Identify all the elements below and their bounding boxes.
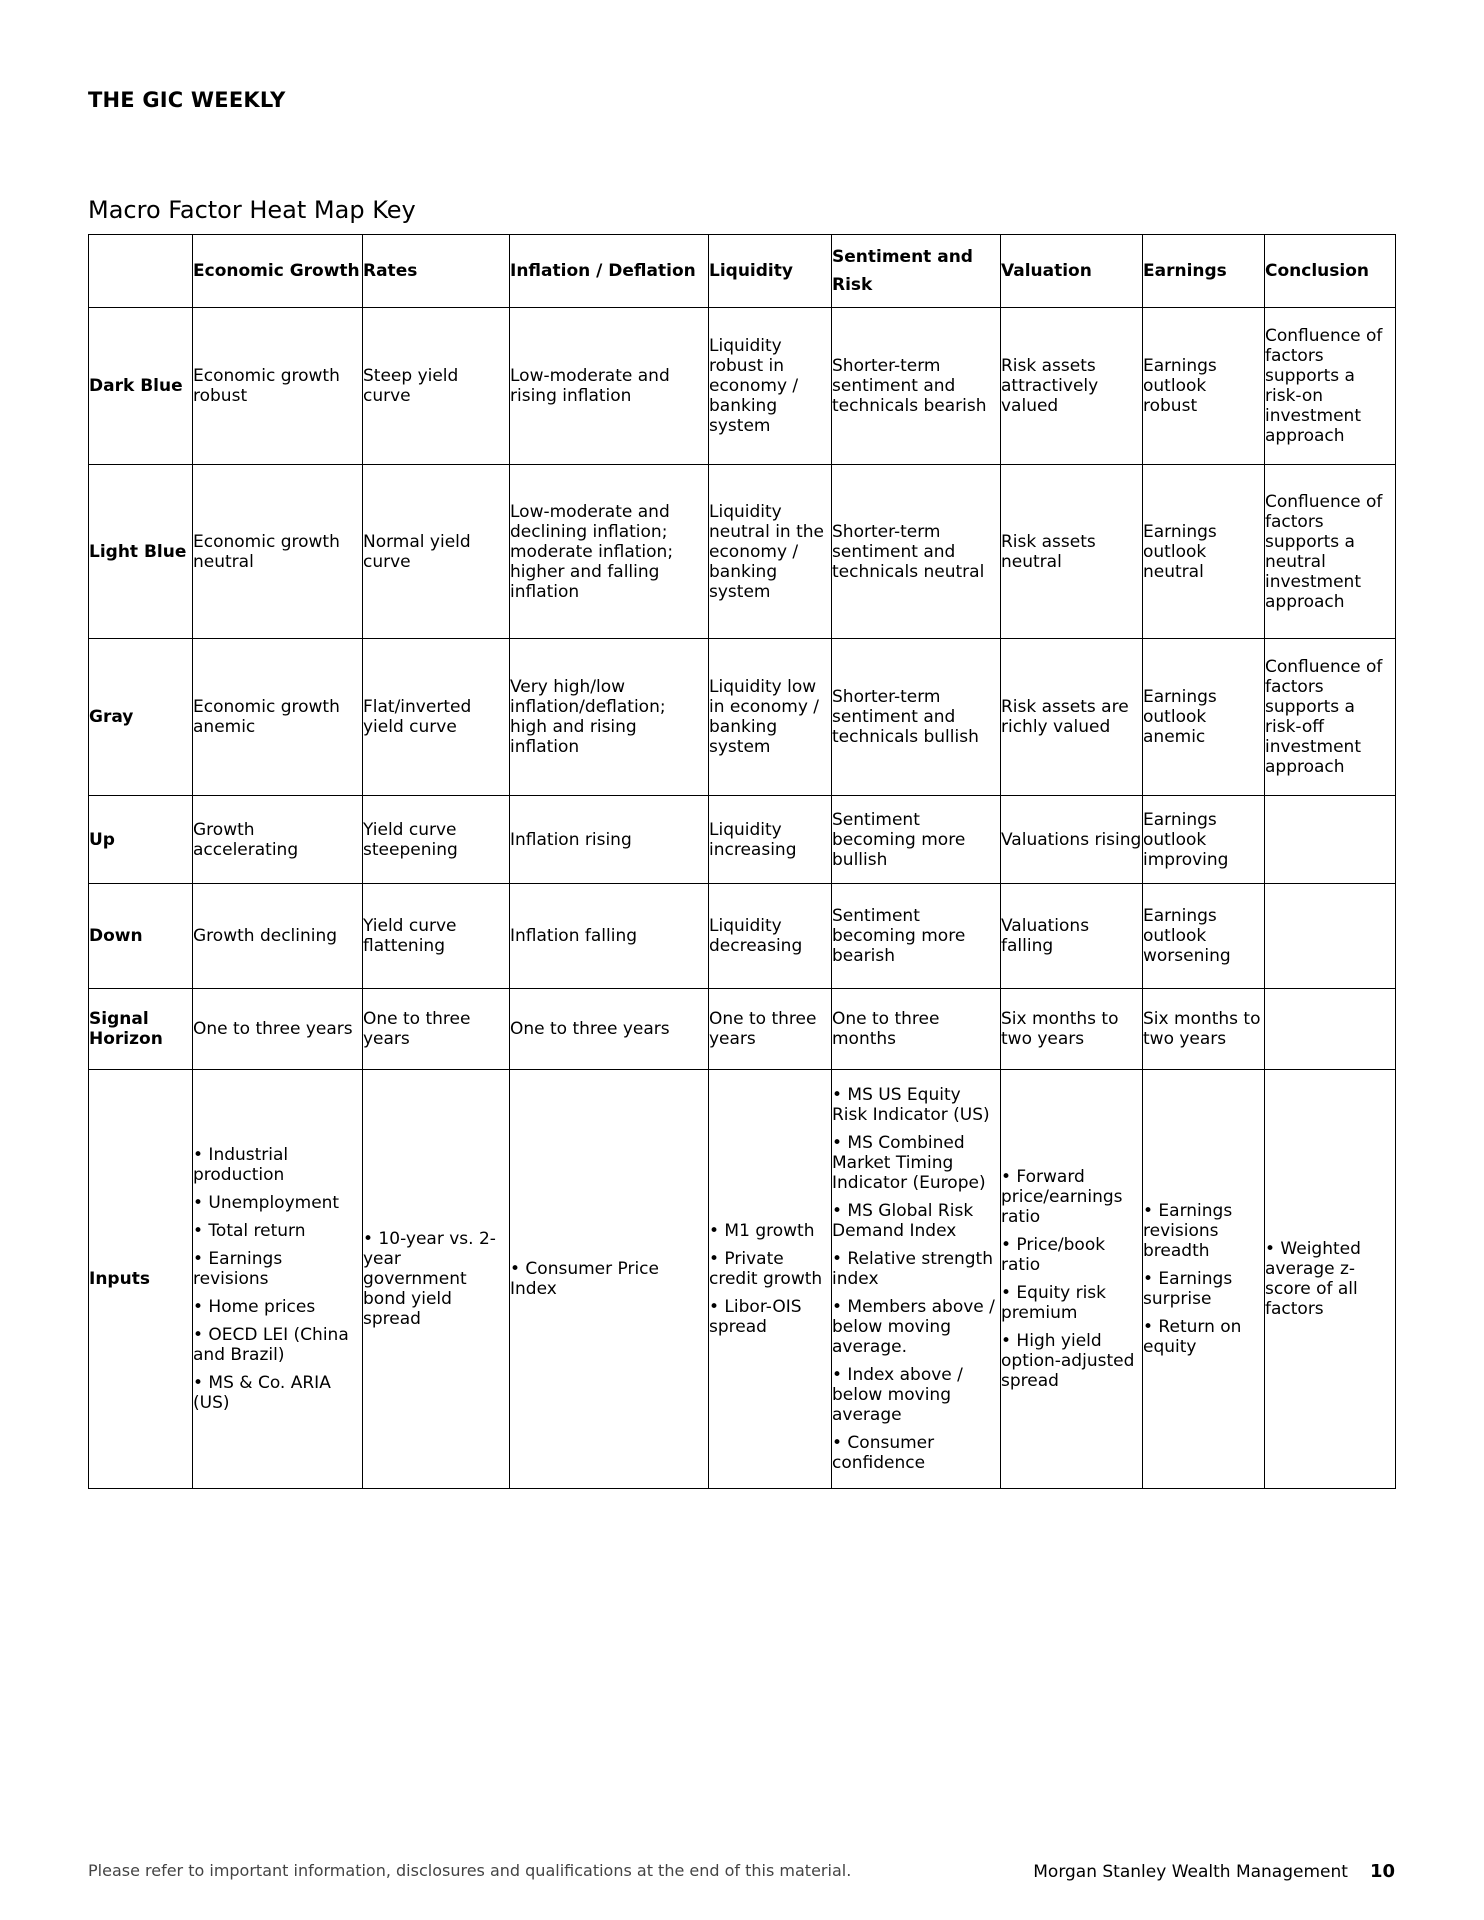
table-cell: Valuations falling	[1001, 884, 1143, 989]
page-title: Macro Factor Heat Map Key	[88, 196, 416, 224]
table-cell: Yield curve steepening	[363, 796, 510, 884]
table-cell: Steep yield curve	[363, 308, 510, 465]
input-list	[709, 1221, 831, 1337]
list-item: • Industrial production	[193, 1145, 289, 1185]
column-header: Conclusion	[1265, 235, 1396, 308]
table-cell: Earnings outlook worsening	[1143, 884, 1265, 989]
list-item: • Index above / below moving average	[832, 1365, 963, 1425]
row-label: Up	[89, 796, 193, 884]
input-list	[1265, 1239, 1395, 1319]
table-cell: Valuations rising	[1001, 796, 1143, 884]
table-cell: Very high/low inflation/deflation; high and rising inflation	[510, 639, 709, 796]
list-item: • Return on equity	[1143, 1317, 1242, 1357]
row-label: Dark Blue	[89, 308, 193, 465]
table-cell	[1265, 796, 1396, 884]
table-cell: Shorter-term sentiment and technicals neutral	[832, 465, 1001, 639]
table-cell: One to three years	[363, 989, 510, 1070]
table-cell: Six months to two years	[1001, 989, 1143, 1070]
list-item: • Libor-OIS spread	[709, 1297, 802, 1337]
table-cell: Yield curve flattening	[363, 884, 510, 989]
table-row	[89, 308, 1396, 465]
column-header: Liquidity	[709, 235, 832, 308]
list-item: • OECD LEI (China and Brazil)	[193, 1325, 349, 1365]
input-list	[193, 1145, 362, 1413]
list-item: • MS & Co. ARIA (US)	[193, 1373, 331, 1413]
table-cell: Confluence of factors supports a neutral investment approach	[1265, 465, 1396, 639]
table-cell: One to three years	[510, 989, 709, 1070]
table-cell: One to three months	[832, 989, 1001, 1070]
table-cell: Liquidity low in economy / banking system	[709, 639, 832, 796]
table-cell: Liquidity decreasing	[709, 884, 832, 989]
list-item: • Earnings revisions breadth	[1143, 1201, 1233, 1261]
table-cell: Confluence of factors supports a risk-on investment approach	[1265, 308, 1396, 465]
company-name: Morgan Stanley Wealth Management	[1033, 1862, 1348, 1882]
table-cell: Low-moderate and declining inflation; moderate inflation; higher and falling inflation	[510, 465, 709, 639]
table-cell: Risk assets are richly valued	[1001, 639, 1143, 796]
table-cell	[1143, 1070, 1265, 1489]
list-item: • Home prices	[193, 1297, 316, 1317]
table-row	[89, 465, 1396, 639]
table-row	[89, 1070, 1396, 1489]
list-item: • Relative strength index	[832, 1249, 993, 1289]
list-item: • MS US Equity Risk Indicator (US)	[832, 1085, 990, 1125]
table-cell: Sentiment becoming more bearish	[832, 884, 1001, 989]
row-label: Inputs	[89, 1070, 193, 1489]
row-label: Signal Horizon	[89, 989, 193, 1070]
heat-map-key-table	[88, 234, 1396, 1489]
list-item: • 10-year vs. 2-year government bond yield spread	[363, 1229, 496, 1329]
list-item: • Total return	[193, 1221, 306, 1241]
column-header: Inflation / Deflation	[510, 235, 709, 308]
table-cell: One to three years	[193, 989, 363, 1070]
table-cell: Earnings outlook improving	[1143, 796, 1265, 884]
table-cell: Risk assets attractively valued	[1001, 308, 1143, 465]
table-cell: Earnings outlook neutral	[1143, 465, 1265, 639]
disclaimer: Please refer to important information, disclosures and qualifications at the end of this material.	[88, 1861, 852, 1880]
column-header: Economic Growth	[193, 235, 363, 308]
table-cell	[193, 1070, 363, 1489]
table-cell: Risk assets neutral	[1001, 465, 1143, 639]
table-cell: Normal yield curve	[363, 465, 510, 639]
list-item: • Members above / below moving average.	[832, 1297, 995, 1357]
table-row	[89, 989, 1396, 1070]
table-cell: Sentiment becoming more bullish	[832, 796, 1001, 884]
table-cell	[1265, 1070, 1396, 1489]
list-item: • Private credit growth	[709, 1249, 823, 1289]
input-list	[363, 1229, 509, 1329]
table-cell	[363, 1070, 510, 1489]
list-item: • MS Combined Market Timing Indicator (Europe)	[832, 1133, 986, 1193]
column-header: Valuation	[1001, 235, 1143, 308]
table-cell: Economic growth anemic	[193, 639, 363, 796]
table-row	[89, 796, 1396, 884]
input-list	[1001, 1167, 1142, 1391]
page-number: 10	[1369, 1861, 1395, 1882]
list-item: • M1 growth	[709, 1221, 815, 1241]
column-header: Rates	[363, 235, 510, 308]
table-cell: Inflation rising	[510, 796, 709, 884]
list-item: • MS Global Risk Demand Index	[832, 1201, 974, 1241]
footer-right	[1033, 1861, 1395, 1882]
list-item: • Consumer Price Index	[510, 1259, 659, 1299]
table-cell	[709, 1070, 832, 1489]
table-cell: Earnings outlook robust	[1143, 308, 1265, 465]
table-cell	[832, 1070, 1001, 1489]
table-cell	[1265, 989, 1396, 1070]
table-cell: Flat/inverted yield curve	[363, 639, 510, 796]
list-item: • Unemployment	[193, 1193, 340, 1213]
table-cell: Growth declining	[193, 884, 363, 989]
list-item: • High yield option-adjusted spread	[1001, 1331, 1135, 1391]
input-list	[510, 1259, 708, 1299]
table-cell: Inflation falling	[510, 884, 709, 989]
table-row	[89, 884, 1396, 989]
list-item: • Earnings revisions	[193, 1249, 283, 1289]
column-header: Earnings	[1143, 235, 1265, 308]
table-cell: Growth accelerating	[193, 796, 363, 884]
input-list	[832, 1085, 1000, 1473]
publication-name: THE GIC WEEKLY	[88, 88, 286, 112]
table-cell: Liquidity robust in economy / banking system	[709, 308, 832, 465]
header-row	[89, 235, 1396, 308]
table-cell: Shorter-term sentiment and technicals bearish	[832, 308, 1001, 465]
column-header: Sentiment and Risk	[832, 235, 1001, 308]
table-cell: Shorter-term sentiment and technicals bullish	[832, 639, 1001, 796]
table-cell: Earnings outlook anemic	[1143, 639, 1265, 796]
table-cell	[510, 1070, 709, 1489]
table-cell: Economic growth robust	[193, 308, 363, 465]
table-cell: Low-moderate and rising inflation	[510, 308, 709, 465]
column-header	[89, 235, 193, 308]
row-label: Light Blue	[89, 465, 193, 639]
row-label: Gray	[89, 639, 193, 796]
list-item: • Consumer confidence	[832, 1433, 935, 1473]
row-label: Down	[89, 884, 193, 989]
table-cell	[1001, 1070, 1143, 1489]
list-item: • Price/book ratio	[1001, 1235, 1106, 1275]
table-cell: One to three years	[709, 989, 832, 1070]
table-cell: Six months to two years	[1143, 989, 1265, 1070]
table-row	[89, 639, 1396, 796]
list-item: • Weighted average z-score of all factors	[1265, 1239, 1361, 1319]
input-list	[1143, 1201, 1264, 1357]
list-item: • Earnings surprise	[1143, 1269, 1233, 1309]
table-cell: Confluence of factors supports a risk-off investment approach	[1265, 639, 1396, 796]
table-cell: Economic growth neutral	[193, 465, 363, 639]
table-cell	[1265, 884, 1396, 989]
table-cell: Liquidity increasing	[709, 796, 832, 884]
table-cell: Liquidity neutral in the economy / banking system	[709, 465, 832, 639]
list-item: • Equity risk premium	[1001, 1283, 1107, 1323]
list-item: • Forward price/earnings ratio	[1001, 1167, 1123, 1227]
